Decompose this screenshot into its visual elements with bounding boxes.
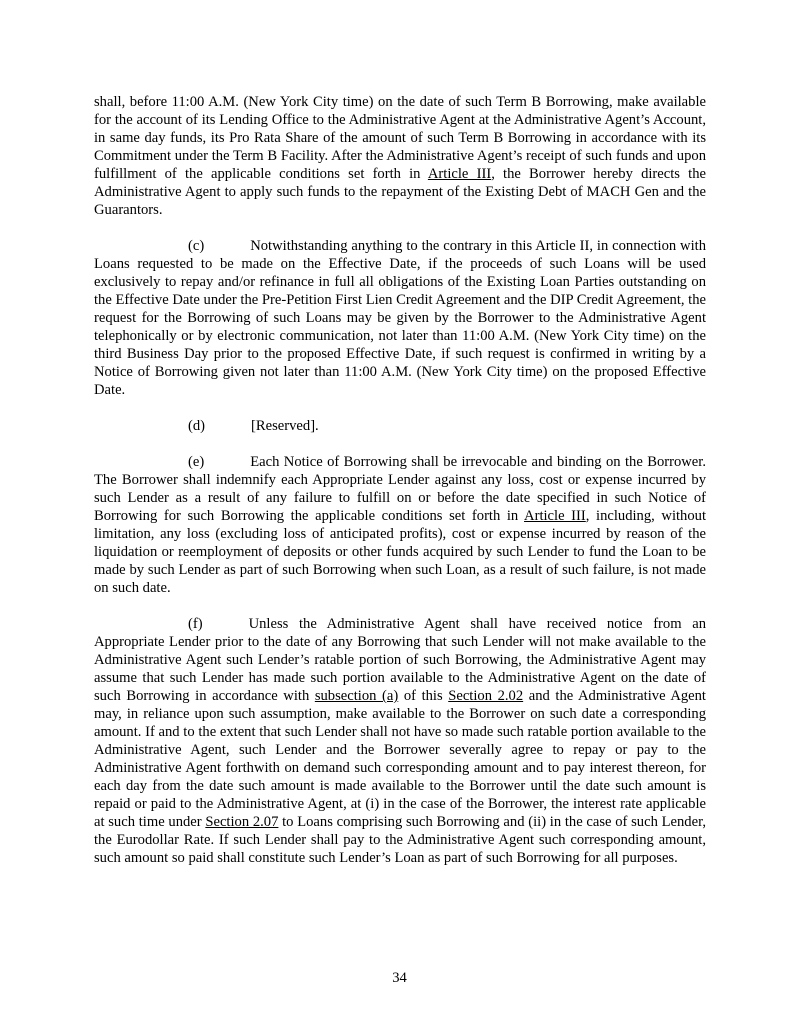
document-body — [94, 93, 706, 867]
paragraph-text: Notwithstanding anything to the contrary in this Article II, in connection with Loans requested to be made on the Effective Date, if the proceeds of such Loans will be used exclusively to repay and/or refinance in full all obligations of the Existing Loan Parties outstanding on the Effective Date under the Pre-Petition First Lien Credit Agreement and the DIP Credit Agreement, the request for the Borrowing of such Loans may be given by the Borrower to the Administrative Agent telephonically or by electronic communication, not later than 11:00 A.M. (New York City time) on the third Business Day prior to the proposed Effective Date, if such request is confirmed in writing by a Notice of Borrowing given not later than 11:00 A.M. (New York City time) on the proposed Effective Date. — [94, 238, 706, 398]
paragraph-spacer — [94, 597, 706, 615]
paragraph-spacer — [94, 435, 706, 453]
paragraph-c — [94, 237, 706, 399]
paragraph-text: [Reserved]. — [251, 418, 319, 434]
paragraph-text: of this — [398, 688, 449, 704]
paragraph-text: Each Notice of Borrowing shall be irrevocable and binding on the Borrower. The Borrower shall indemnify each Appropriate Lender against any loss, cost or expense incurred by such Lender as a result of any failure to fulfill on or before the date specified in such Notice of Borrowing for such Borrowing the applicable conditions set forth in — [94, 454, 706, 524]
subsection-a-reference: subsection (a) — [314, 688, 399, 704]
page-number: 34 — [392, 970, 407, 986]
clause-label-e: (e) — [188, 454, 205, 470]
paragraph-spacer — [94, 219, 706, 237]
paragraph-d — [94, 417, 706, 435]
paragraph-text: and the Administrative Agent may, in reliance upon such assumption, make available to the Borrower on such date a corresponding amount. If and to the extent that such Lender shall not have so made such ratable portion available to the Administrative Agent, such Lender and the Borrower severally agree to repay or pay to the Administrative Agent forthwith on demand such corresponding amount and to pay interest thereon, for each day from the date such amount is made available to the Borrower until the date such amount is repaid or paid to the Administrative Agent, at (i) in the case of the Borrower, the interest rate applicable at such time under — [94, 688, 706, 830]
paragraph-text: , the Borrower hereby directs the Administrative Agent to apply such funds to the repayment of the Existing Debt of MACH Gen and the Guarantors. — [94, 166, 707, 218]
section-2-07-reference: Section 2.07 — [205, 814, 279, 830]
article-iii-reference: Article III — [427, 166, 492, 182]
paragraph-text: to Loans comprising such Borrowing and (ii) in the case of such Lender, the Eurodollar Rate. If such Lender shall pay to the Administrative Agent such corresponding amount, such amount so paid shall constitute such Lender’s Loan as part of such Borrowing for all purposes. — [94, 814, 706, 866]
article-iii-reference: Article III — [524, 508, 586, 524]
clause-label-c: (c) — [188, 238, 205, 254]
paragraph-text: shall, before 11:00 A.M. (New York City time) on the date of such Term B Borrowing, make available for the account of its Lending Office to the Administrative Agent at the Administrative Agent’s Account, in same day funds, its Pro Rata Share of the amount of such Term B Borrowing in accordance with its Commitment under the Term B Facility. After the Administrative Agent’s receipt of such funds and upon fulfillment of the applicable conditions set forth in — [94, 94, 706, 182]
section-2-02-reference: Section 2.02 — [448, 688, 524, 704]
clause-label-d: (d) — [188, 418, 206, 434]
paragraph-text: Unless the Administrative Agent shall have received notice from an Appropriate Lender prior to the date of any Borrowing that such Lender will not make available to the Administrative Agent such Lender’s ratable portion of such Borrowing, the Administrative Agent may assume that such Lender has made such portion available to the Administrative Agent on the date of such Borrowing in accordance with — [94, 616, 706, 704]
clause-label-f: (f) — [188, 616, 203, 632]
paragraph-continuation — [94, 93, 706, 219]
paragraph-e — [94, 453, 706, 597]
paragraph-text: , including, without limitation, any loss (excluding loss of anticipated profits), cost or expense incurred by reason of the liquidation or reemployment of deposits or other funds acquired by such Lender to fund the Loan to be made by such Lender as part of such Borrowing when such Loan, as a result of such failure, is not made on such date. — [94, 508, 706, 596]
paragraph-f — [94, 615, 706, 867]
paragraph-spacer — [94, 399, 706, 417]
